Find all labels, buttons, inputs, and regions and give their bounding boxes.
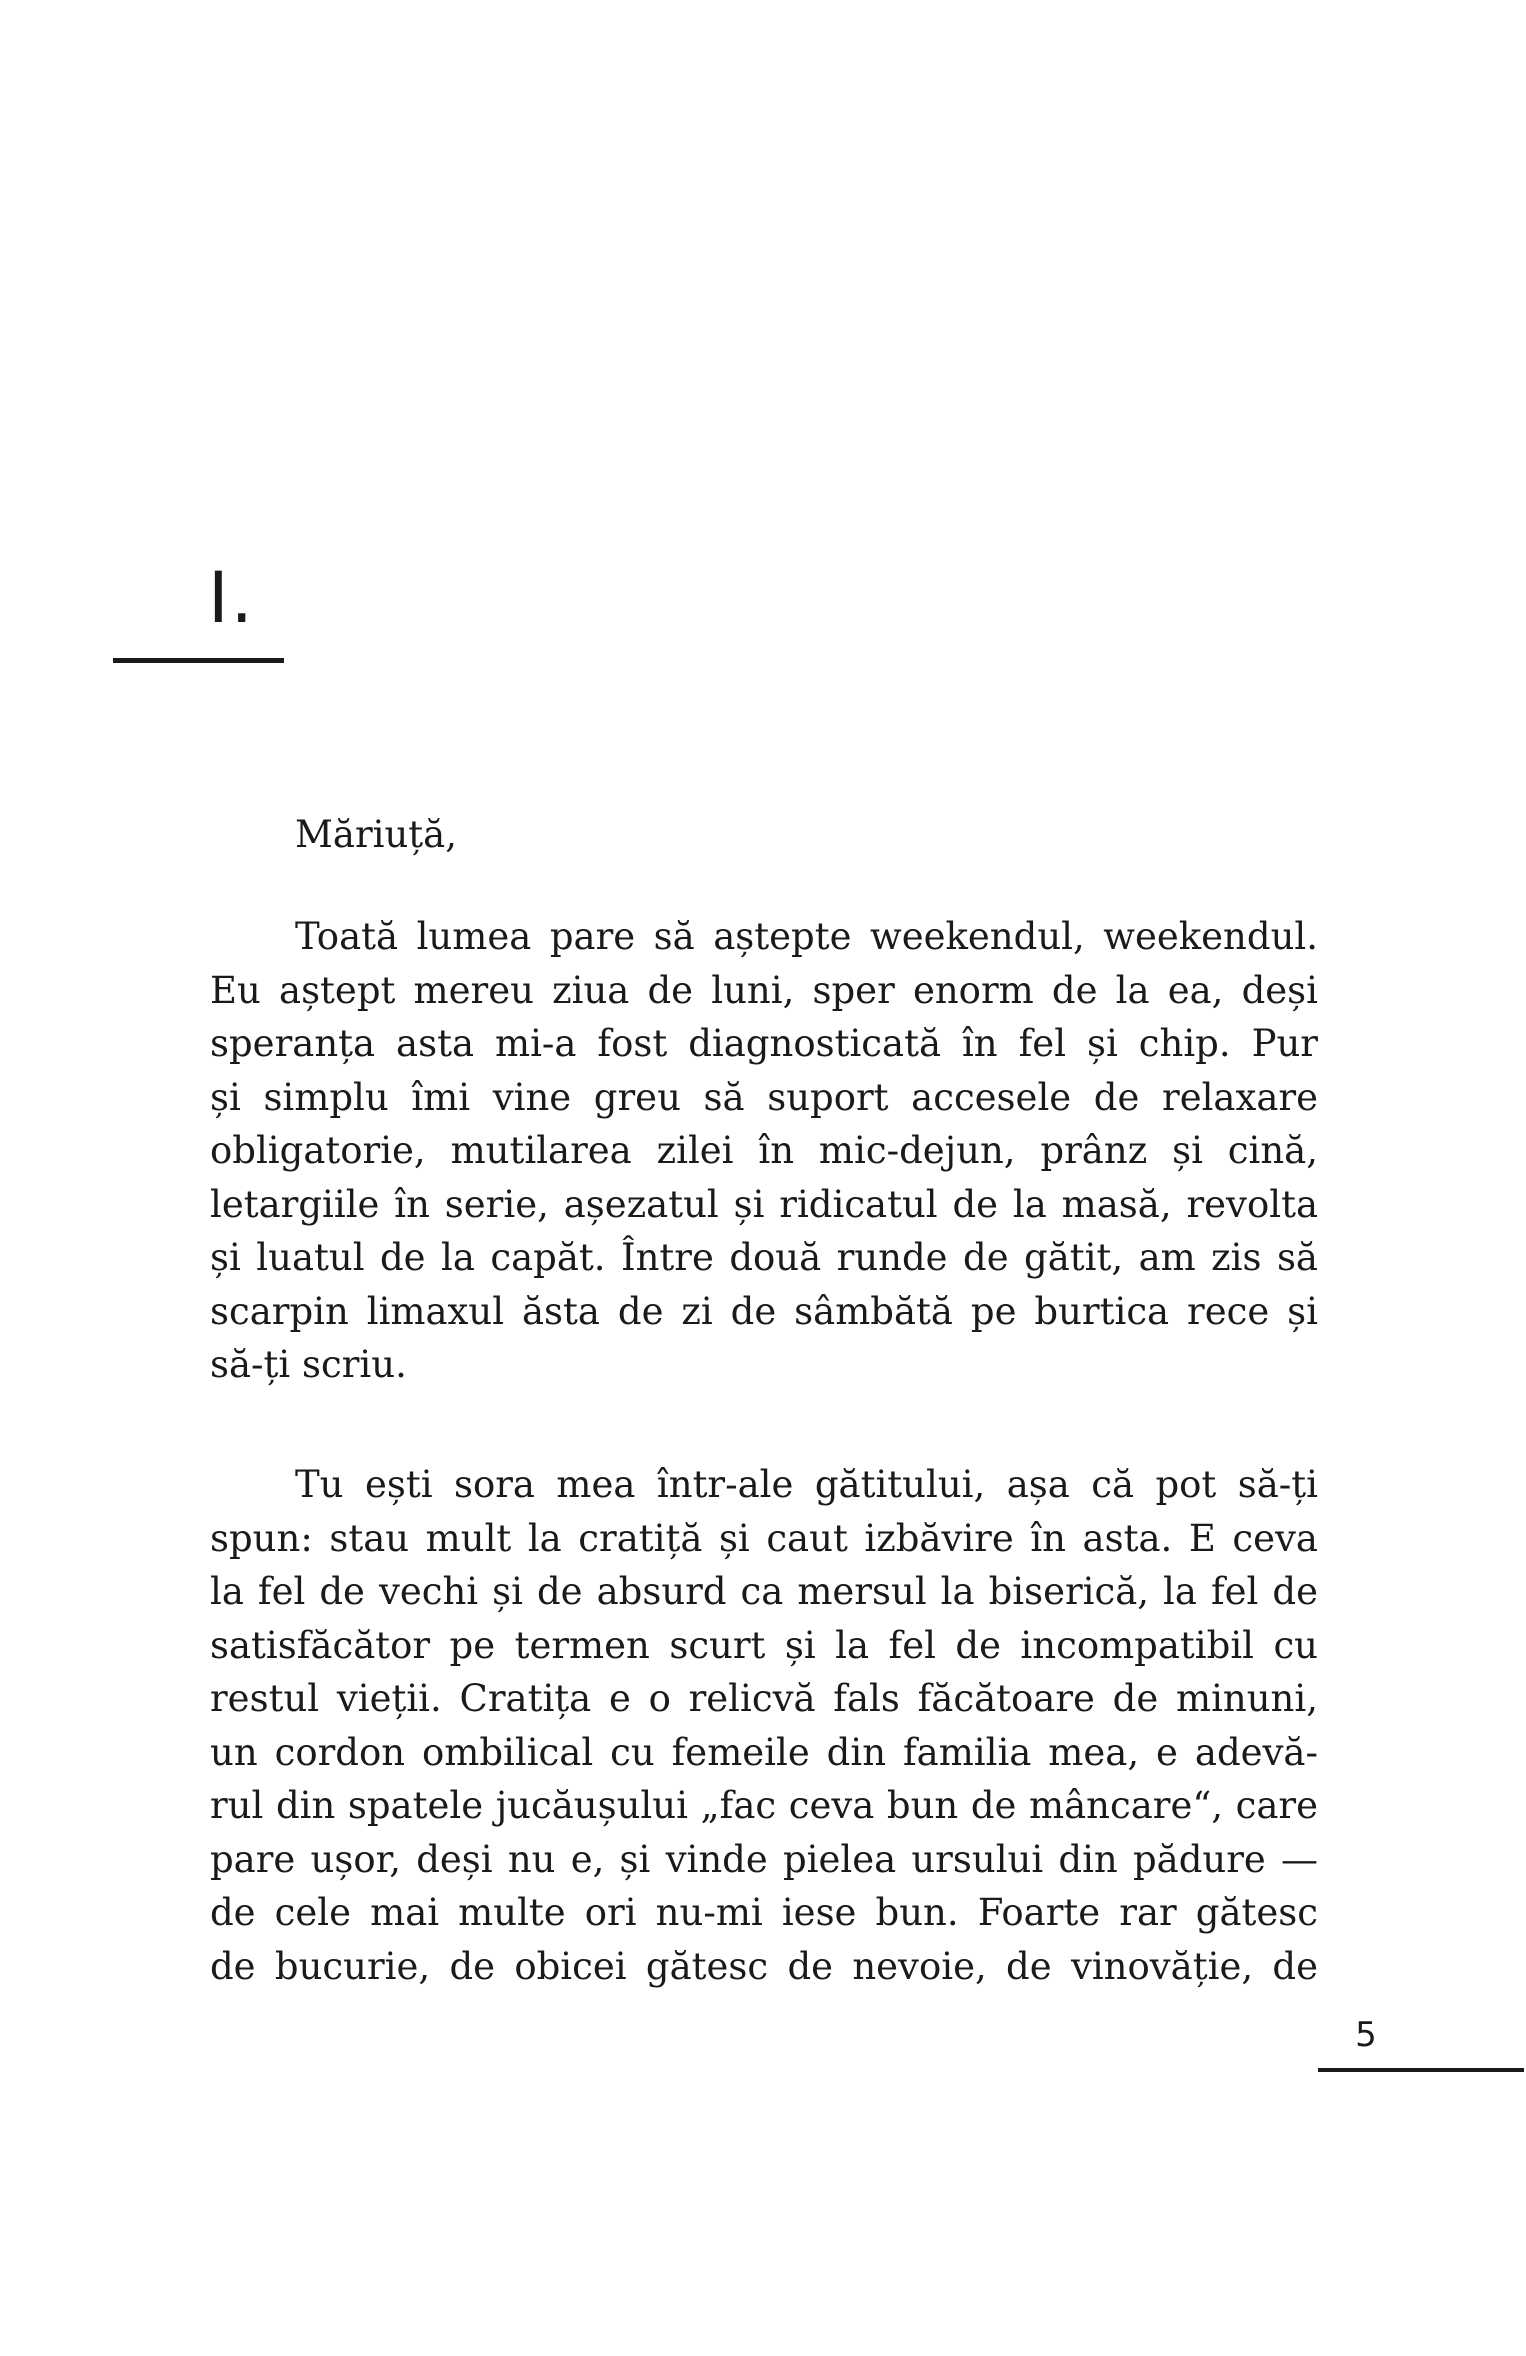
page-number: 5 [1355,2015,1377,2055]
text-line: și luatul de la capăt. Între două runde de gătit, am zis să [210,1236,1318,1279]
text-line: la fel de vechi și de absurd ca mersul la biserică, la fel de [210,1570,1318,1613]
text-line: și simplu îmi vine greu să suport accesele de relaxare [210,1075,1318,1119]
text-line: letargiile în serie, așezatul și ridicatul de la masă, revolta [210,1182,1318,1226]
letter-paragraph-1 [210,910,1318,1392]
footer-rule [1318,2068,1524,2072]
text-line: pare ușor, deși nu e, și vinde pielea ursului din pădure — [210,1837,1318,1881]
text-line: Tu ești sora mea într-ale gătitului, așa că pot să-ți [295,1463,1318,1506]
text-line: restul vieții. Cratița e o relicvă fals făcătoare de minuni, [210,1677,1318,1720]
letter-salutation: Măriuță, [295,813,457,856]
text-line: Toată lumea pare să aștepte weekendul, weekendul. [295,915,1318,958]
text-line: speranța asta mi-a fost diagnosticată în fel și chip. Pur [210,1022,1318,1065]
text-line: rul din spatele jucăușului „fac ceva bun de mâncare“, care [210,1784,1318,1827]
text-line: de bucurie, de obicei gătesc de nevoie, de vinovăție, de [210,1944,1318,1988]
text-line: obligatorie, mutilarea zilei în mic-dejun, prânz și cină, [210,1129,1318,1172]
text-line: Eu aștept mereu ziua de luni, sper enorm de la ea, deși [210,968,1318,1012]
text-line: scarpin limaxul ăsta de zi de sâmbătă pe burtica rece și [210,1289,1318,1333]
chapter-heading: I. [208,557,255,639]
text-line: un cordon ombilical cu femeile din familia mea, e adevă- [210,1730,1318,1774]
letter-paragraph-2 [210,1458,1318,1993]
text-line: să-ți scriu. [210,1343,407,1386]
text-line: spun: stau mult la cratiță și caut izbăvire în asta. E ceva [210,1516,1318,1560]
text-line: de cele mai multe ori nu-mi iese bun. Foarte rar gătesc [210,1891,1318,1934]
text-line: satisfăcător pe termen scurt și la fel de incompatibil cu [210,1623,1318,1667]
chapter-heading-rule [113,658,284,663]
